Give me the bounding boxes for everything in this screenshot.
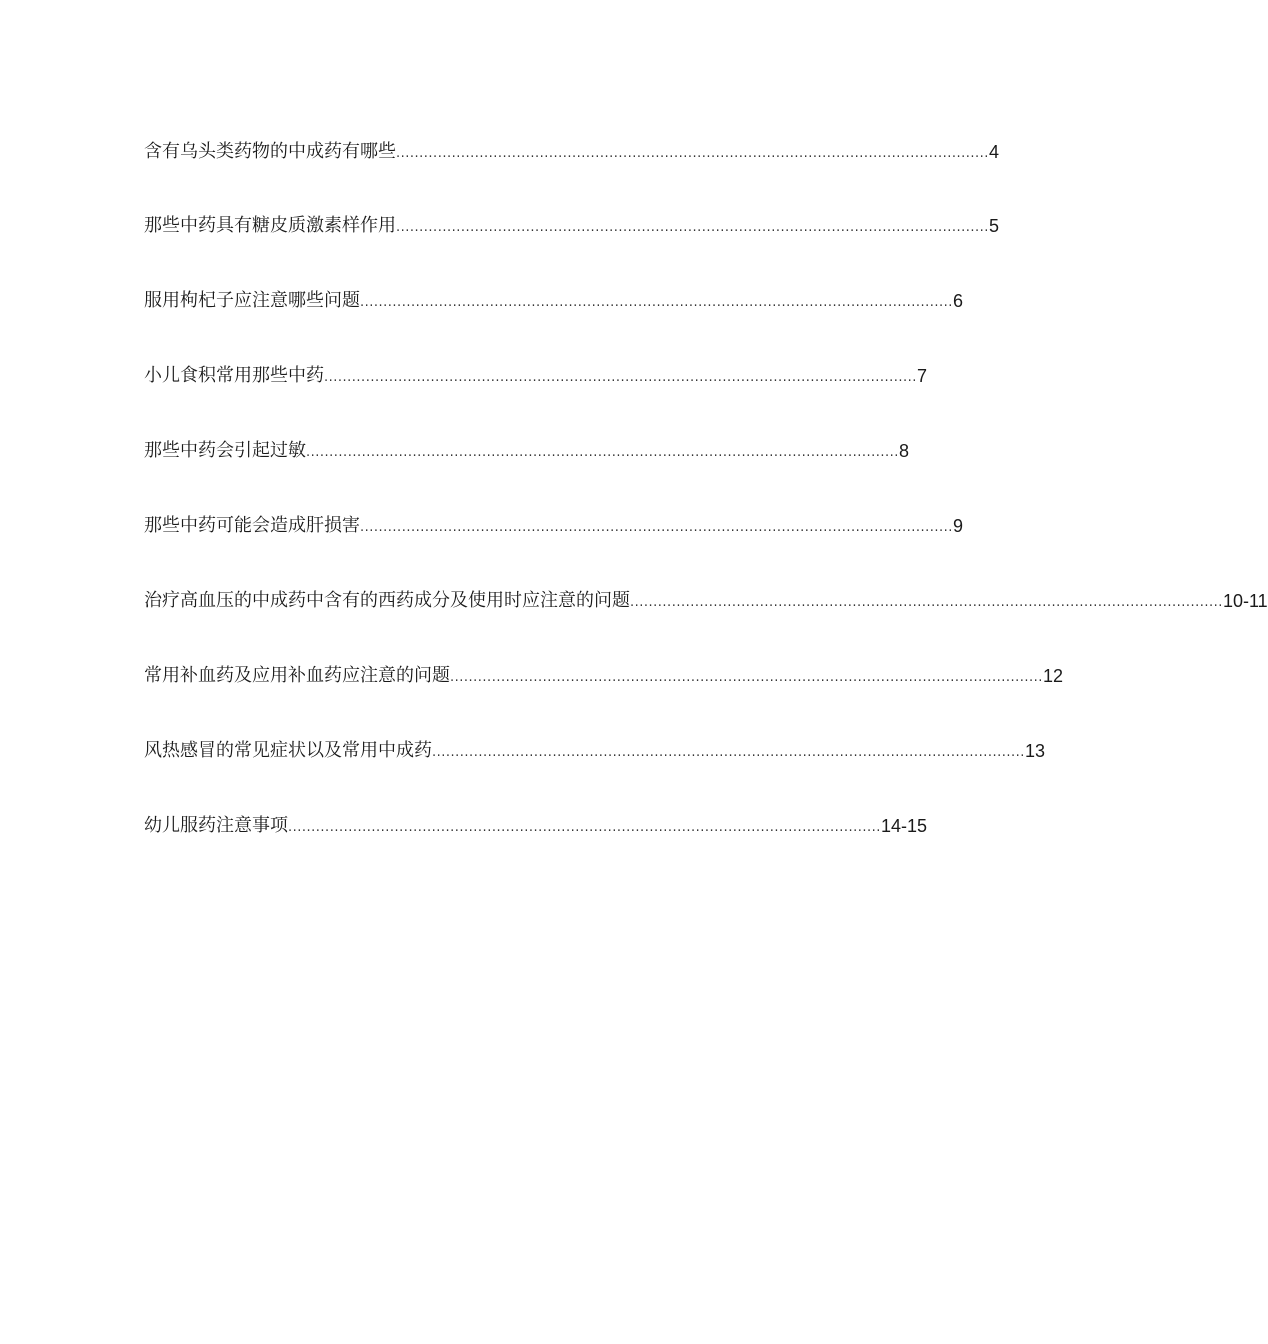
toc-entry[interactable]: [144, 738, 1045, 764]
toc-entry-title: 治疗高血压的中成药中含有的西药成分及使用时应注意的问题: [144, 590, 630, 611]
toc-dot-leader: ................................................................................................................................: [630, 595, 1223, 610]
toc-page-number: 10-11: [1222, 591, 1268, 611]
toc-entry[interactable]: [144, 588, 1268, 614]
toc-dot-leader: ................................................................................................................................: [396, 220, 989, 235]
toc-dot-leader: ................................................................................................................................: [360, 295, 953, 310]
toc-entry-title: 那些中药具有糖皮质激素样作用: [144, 215, 396, 236]
toc-entry-title: 那些中药会引起过敏: [144, 440, 306, 461]
toc-entry[interactable]: [144, 663, 1063, 689]
toc-dot-leader: ................................................................................................................................: [306, 445, 899, 460]
toc-page-number: 8: [898, 441, 909, 461]
toc-dot-leader: ................................................................................................................................: [432, 745, 1025, 760]
toc-entry-title: 服用枸杞子应注意哪些问题: [144, 290, 360, 311]
toc-page-number: 14-15: [880, 816, 927, 836]
toc-dot-leader: ................................................................................................................................: [450, 670, 1043, 685]
toc-page-number: 5: [988, 216, 999, 236]
toc-entry-title: 风热感冒的常见症状以及常用中成药: [144, 740, 432, 761]
toc-entry-title: 幼儿服药注意事项: [144, 815, 288, 836]
toc-dot-leader: ................................................................................................................................: [396, 146, 989, 161]
toc-page-number: 7: [916, 366, 927, 386]
toc-page-number: 9: [952, 516, 963, 536]
toc-entry[interactable]: [144, 288, 963, 314]
toc-entry-title: 小儿食积常用那些中药: [144, 365, 324, 386]
toc-entry[interactable]: [144, 213, 999, 239]
toc-dot-leader: ................................................................................................................................: [360, 520, 953, 535]
toc-page-number: 13: [1024, 741, 1045, 761]
toc-dot-leader: ................................................................................................................................: [324, 370, 917, 385]
toc-page-number: 4: [988, 142, 999, 162]
toc-dot-leader: ................................................................................................................................: [288, 820, 881, 835]
toc-entry[interactable]: [144, 813, 927, 839]
toc-page-number: 6: [952, 291, 963, 311]
toc-entry[interactable]: [144, 438, 909, 464]
toc-page-number: 12: [1042, 666, 1063, 686]
toc-entry-title: 那些中药可能会造成肝损害: [144, 515, 360, 536]
toc-entry[interactable]: [144, 513, 963, 539]
toc-entry[interactable]: [144, 363, 927, 389]
toc-entry[interactable]: [144, 139, 999, 165]
toc-entry-title: 含有乌头类药物的中成药有哪些: [144, 141, 396, 162]
toc-entry-title: 常用补血药及应用补血药应注意的问题: [144, 665, 450, 686]
